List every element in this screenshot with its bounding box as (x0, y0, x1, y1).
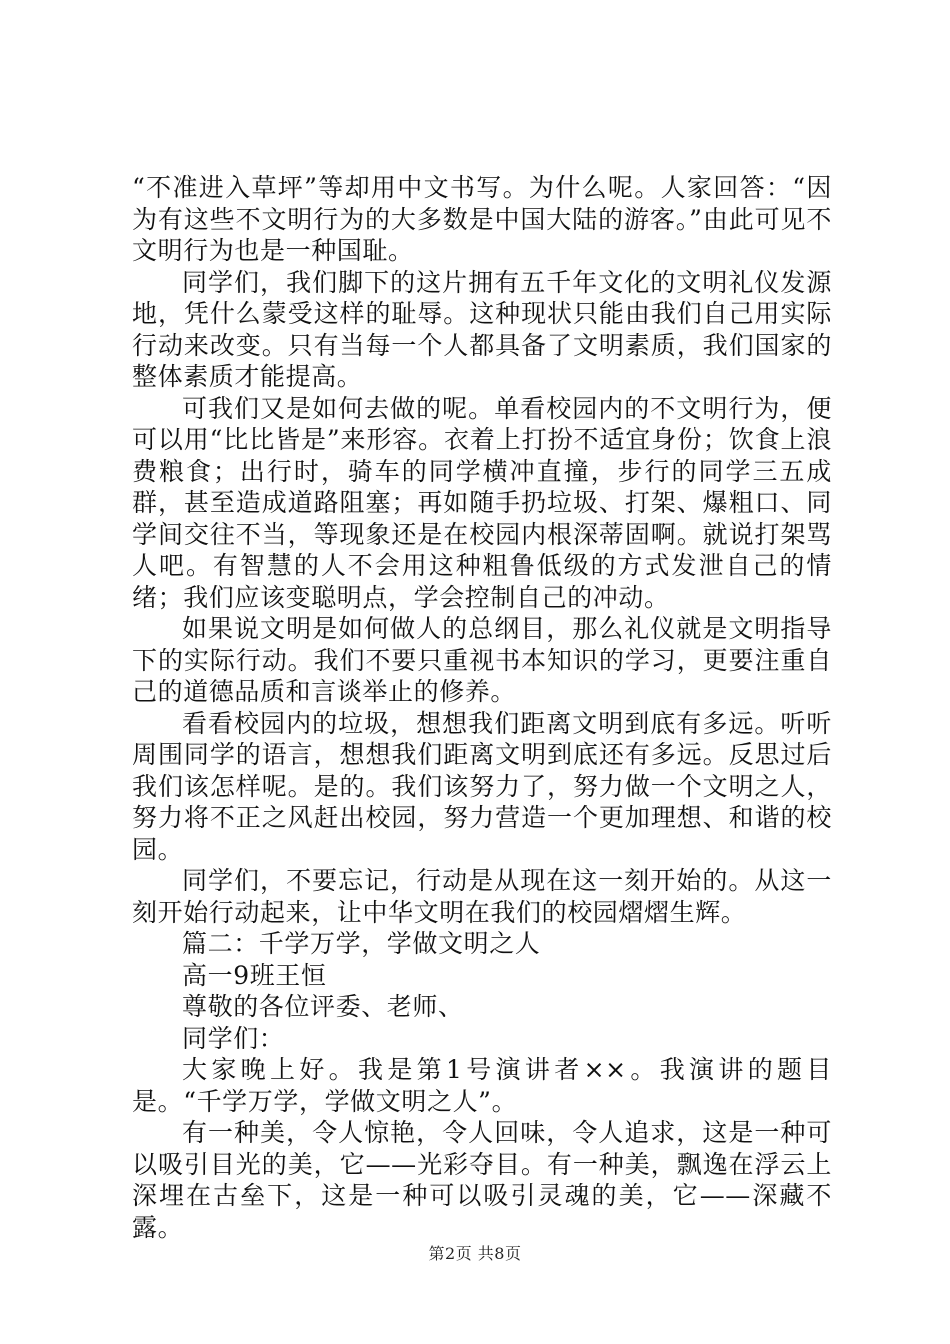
paragraph: “不准进入草坪”等却用中文书写。为什么呢。人家回答：“因为有这些不文明行为的大多数是中国大陆的游客。”由此可见不文明行为也是一种国耻。 (132, 173, 832, 265)
paragraph: 同学们，不要忘记，行动是从现在这一刻开始的。从这一刻开始行动起来，让中华文明在我们的校园熠熠生辉。 (132, 866, 832, 927)
author-line: 高一9班王恒 (182, 960, 327, 990)
salutation: 同学们： (182, 1023, 285, 1053)
paragraph: 大家晚上好。我是第1号演讲者××。我演讲的题目是。“千学万学，学做文明之人”。 (132, 1055, 832, 1116)
document-body (132, 172, 832, 1243)
section-heading: 篇二：千学万学，学做文明之人 (182, 929, 541, 958)
page-number-footer: 第2页 共8页 (428, 1244, 522, 1263)
paragraph: 看看校园内的垃圾，想想我们距离文明到底有多远。听听周围同学的语言，想想我们距离文明到底还有多远。反思过后我们该怎样呢。是的。我们该努力了，努力做一个文明之人，努力将不正之风赶出校园，努力营造一个更加理想、和谐的校园。 (132, 708, 832, 864)
paragraph: 可我们又是如何去做的呢。单看校园内的不文明行为，便可以用“比比皆是”来形容。衣着上打扮不适宜身份；饮食上浪费粮食；出行时，骑车的同学横冲直撞，步行的同学三五成群，甚至造成道路阻塞；再如随手扔垃圾、打架、爆粗口、同学间交往不当，等现象还是在校园内根深蒂固啊。就说打架骂人吧。有智慧的人不会用这种粗鲁低级的方式发泄自己的情绪；我们应该变聪明点，学会控制自己的冲动。 (132, 393, 832, 612)
salutation: 尊敬的各位评委、老师、 (182, 992, 464, 1021)
paragraph: 如果说文明是如何做人的总纲目，那么礼仪就是文明指导下的实际行动。我们不要只重视书本知识的学习，更要注重自己的道德品质和言谈举止的修养。 (132, 614, 832, 706)
paragraph: 有一种美，令人惊艳，令人回味，令人追求，这是一种可以吸引目光的美，它——光彩夺目。有一种美，飘逸在浮云上深埋在古垒下，这是一种可以吸引灵魂的美，它——深藏不露。 (132, 1118, 832, 1242)
paragraph: 同学们，我们脚下的这片拥有五千年文化的文明礼仪发源地，凭什么蒙受这样的耻辱。这种现状只能由我们自己用实际行动来改变。只有当每一个人都具备了文明素质，我们国家的整体素质才能提高。 (132, 267, 832, 391)
